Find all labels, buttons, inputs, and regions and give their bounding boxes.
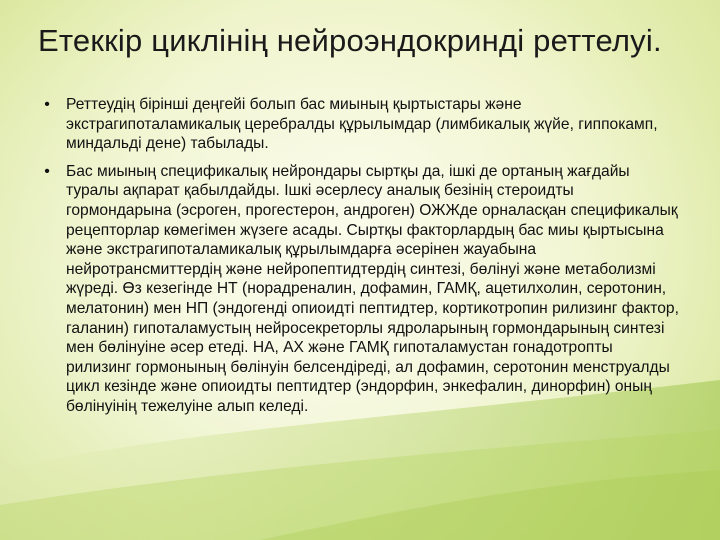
- bullet-text: Реттеудің бірінші деңгейі болып бас миының қыртыстары және экстрагипоталамикалық церебралды құрылымдар (лимбикалық жүйе, гиппокамп, миндальді дене) табылады.: [66, 96, 658, 153]
- bullet-list: [40, 95, 680, 425]
- bullet-marker: •: [44, 162, 50, 180]
- slide-title: Етеккір циклінің нейроэндокринді реттелуі.: [38, 23, 662, 58]
- bullet-marker: •: [44, 96, 50, 113]
- bullet-text: Бас миының спецификалық нейрондары сыртқы да, ішкі де ортаның жағдайы туралы ақпарат қабылдайды. Ішкі әсерлесу аналық безінің стероидты гормондарына (эсроген, прогестерон, андроген) ОЖЖде орналасқан спецификалық рецепторлар көмегімен жүзеге асады. Сыртқы факторлардың бас миы қыртысына және экстрагипоталамикалық құрылымдарға әсерінен жауабына нейротрансмиттердің және нейропептидтердің синтезі, бөлінуі және метаболизмі жүреді. Өз кезегінде НТ (норадреналин, дофамин, ГАМҚ, ацетилхолин, серотонин, мелатонин) мен НП (эндогенді опиоидті пептидтер, кортикотропин рилизинг фактор, галанин) гипоталамустың нейросекреторлы ядроларының гормондарының синтезі мен бөлінуіне әсер етеді. НА, АХ және ГАМҚ гипоталамустан гонадотропты рилизинг гормонының бөлінуін белсендіреді, ал дофамин, серотонин менструалды цикл кезінде және опиоидты пептидтер (эндорфин, энкефалин, динорфин) оның бөлінуінің тежелуіне алып келеді.: [66, 162, 679, 415]
- list-item: [40, 162, 680, 417]
- list-item: [40, 95, 680, 154]
